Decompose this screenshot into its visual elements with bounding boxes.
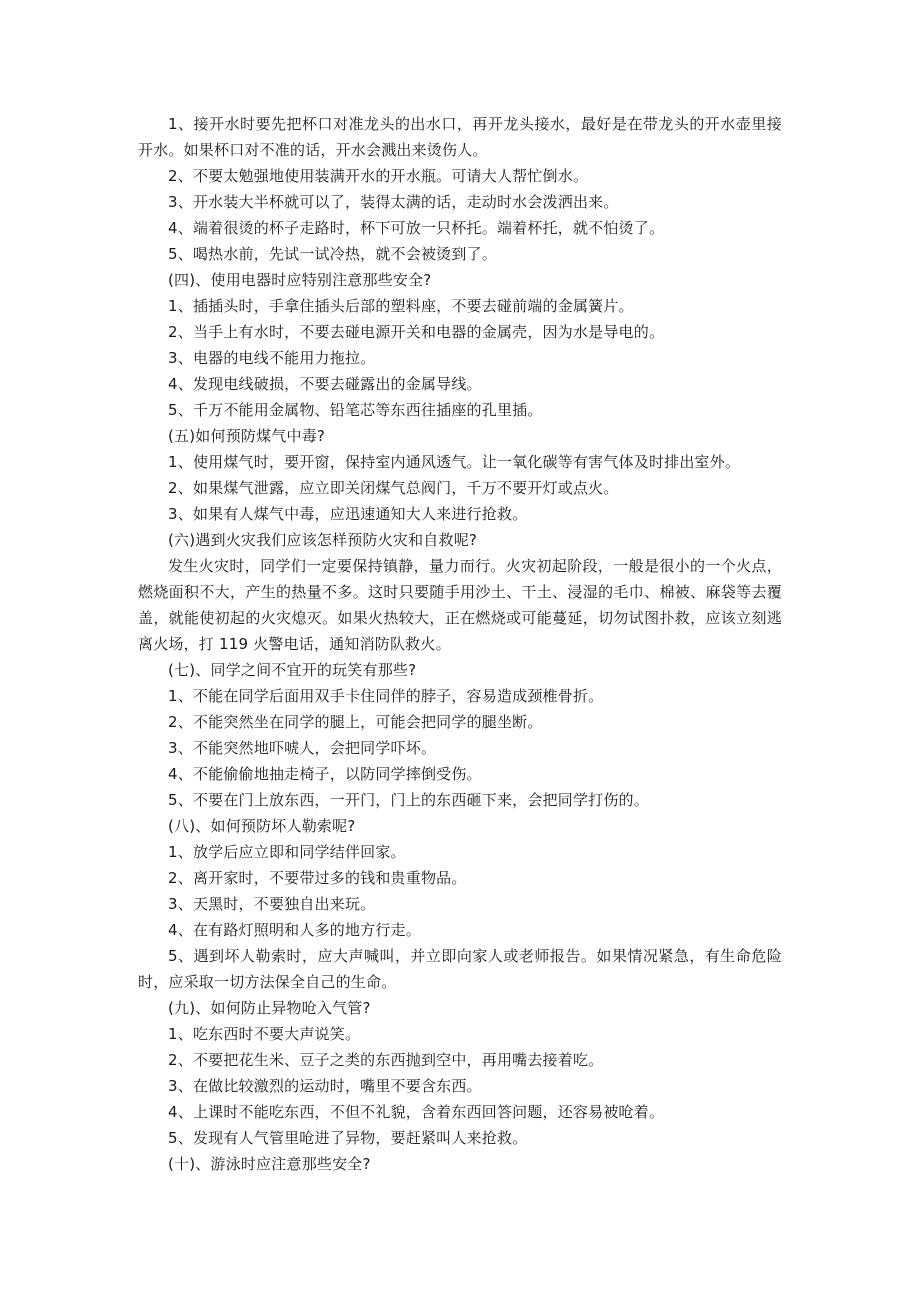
paragraph: 1、插插头时，手拿住插头后部的塑料座，不要去碰前端的金属簧片。: [168, 297, 634, 315]
section-heading: (九)、如何防止异物呛入气管?: [168, 999, 371, 1017]
paragraph: 4、发现电线破损，不要去碰露出的金属导线。: [168, 375, 482, 393]
paragraph: 5、发现有人气管里呛进了异物，要赶紧叫人来抢救。: [168, 1129, 528, 1147]
section-heading: (四)、使用电器时应特别注意那些安全?: [168, 271, 432, 289]
paragraph: 1、使用煤气时，要开窗，保持室内通风透气。让一氧化碳等有害气体及时排出室外。: [168, 453, 741, 471]
paragraph: 4、上课时不能吃东西，不但不礼貌，含着东西回答问题，还容易被呛着。: [168, 1103, 665, 1121]
paragraph: 5、喝热水前，先试一试冷热，就不会被烫到了。: [168, 245, 497, 263]
paragraph: 1、放学后应立即和同学结伴回家。: [168, 843, 406, 861]
paragraph: 2、如果煤气泄露，应立即关闭煤气总阀门，千万不要开灯或点火。: [168, 479, 619, 497]
paragraph: 3、在做比较激烈的运动时，嘴里不要含东西。: [168, 1077, 482, 1095]
paragraph: 4、不能偷偷地抽走椅子，以防同学摔倒受伤。: [168, 765, 482, 783]
paragraph: 3、开水装大半杯就可以了，装得太满的话，走动时水会泼洒出来。: [168, 193, 619, 211]
document-body: [138, 111, 782, 1177]
paragraph: 5、千万不能用金属物、铅笔芯等东西往插座的孔里插。: [168, 401, 543, 419]
section-heading: (五)如何预防煤气中毒?: [168, 427, 326, 445]
section-heading: (七)、同学之间不宜开的玩笑有那些?: [168, 661, 417, 679]
section-heading: (六)遇到火灾我们应该怎样预防火灾和自救呢?: [168, 531, 478, 549]
paragraph: 2、不要太勉强地使用装满开水的开水瓶。可请大人帮忙倒水。: [168, 167, 589, 185]
paragraph: 2、不要把花生米、豆子之类的东西抛到空中，再用嘴去接着吃。: [168, 1051, 604, 1069]
paragraph: 4、端着很烫的杯子走路时，杯下可放一只杯托。端着杯托，就不怕烫了。: [168, 219, 665, 237]
paragraph: 1、不能在同学后面用双手卡住同伴的脖子，容易造成颈椎骨折。: [168, 687, 604, 705]
paragraph: 2、不能突然坐在同学的腿上，可能会把同学的腿坐断。: [168, 713, 543, 731]
paragraph: 5、不要在门上放东西，一开门，门上的东西砸下来，会把同学打伤的。: [168, 791, 649, 809]
paragraph: 5、遇到坏人勒索时，应大声喊叫，并立即向家人或老师报告。如果情况紧急，有生命危险时，应采取一切方法保全自己的生命。: [138, 947, 782, 991]
paragraph: 发生火灾时，同学们一定要保持镇静，量力而行。火灾初起阶段，一般是很小的一个火点，燃烧面积不大，产生的热量不多。这时只要随手用沙土、干土、浸湿的毛巾、棉被、麻袋等去覆盖，就能使初起的火灾熄灭。如果火热较大，正在燃烧或可能蔓延，切勿试图扑救，应该立刻逃离火场，打 119 火警电话，通知消防队救火。: [138, 557, 782, 653]
paragraph: 1、吃东西时不要大声说笑。: [168, 1025, 361, 1043]
paragraph: 3、不能突然地吓唬人，会把同学吓坏。: [168, 739, 437, 757]
paragraph: 3、天黑时，不要独自出来玩。: [168, 895, 376, 913]
paragraph: 3、如果有人煤气中毒，应迅速通知大人来进行抢救。: [168, 505, 528, 523]
paragraph: 1、接开水时要先把杯口对准龙头的出水口，再开龙头接水，最好是在带龙头的开水壶里接开水。如果杯口对不准的话，开水会溅出来烫伤人。: [138, 115, 782, 159]
paragraph: 2、当手上有水时，不要去碰电源开关和电器的金属壳，因为水是导电的。: [168, 323, 665, 341]
paragraph: 3、电器的电线不能用力拖拉。: [168, 349, 376, 367]
paragraph: 4、在有路灯照明和人多的地方行走。: [168, 921, 421, 939]
section-heading: (八)、如何预防坏人勒索呢?: [168, 817, 356, 835]
paragraph: 2、离开家时，不要带过多的钱和贵重物品。: [168, 869, 467, 887]
section-heading: (十)、游泳时应注意那些安全?: [168, 1155, 371, 1173]
